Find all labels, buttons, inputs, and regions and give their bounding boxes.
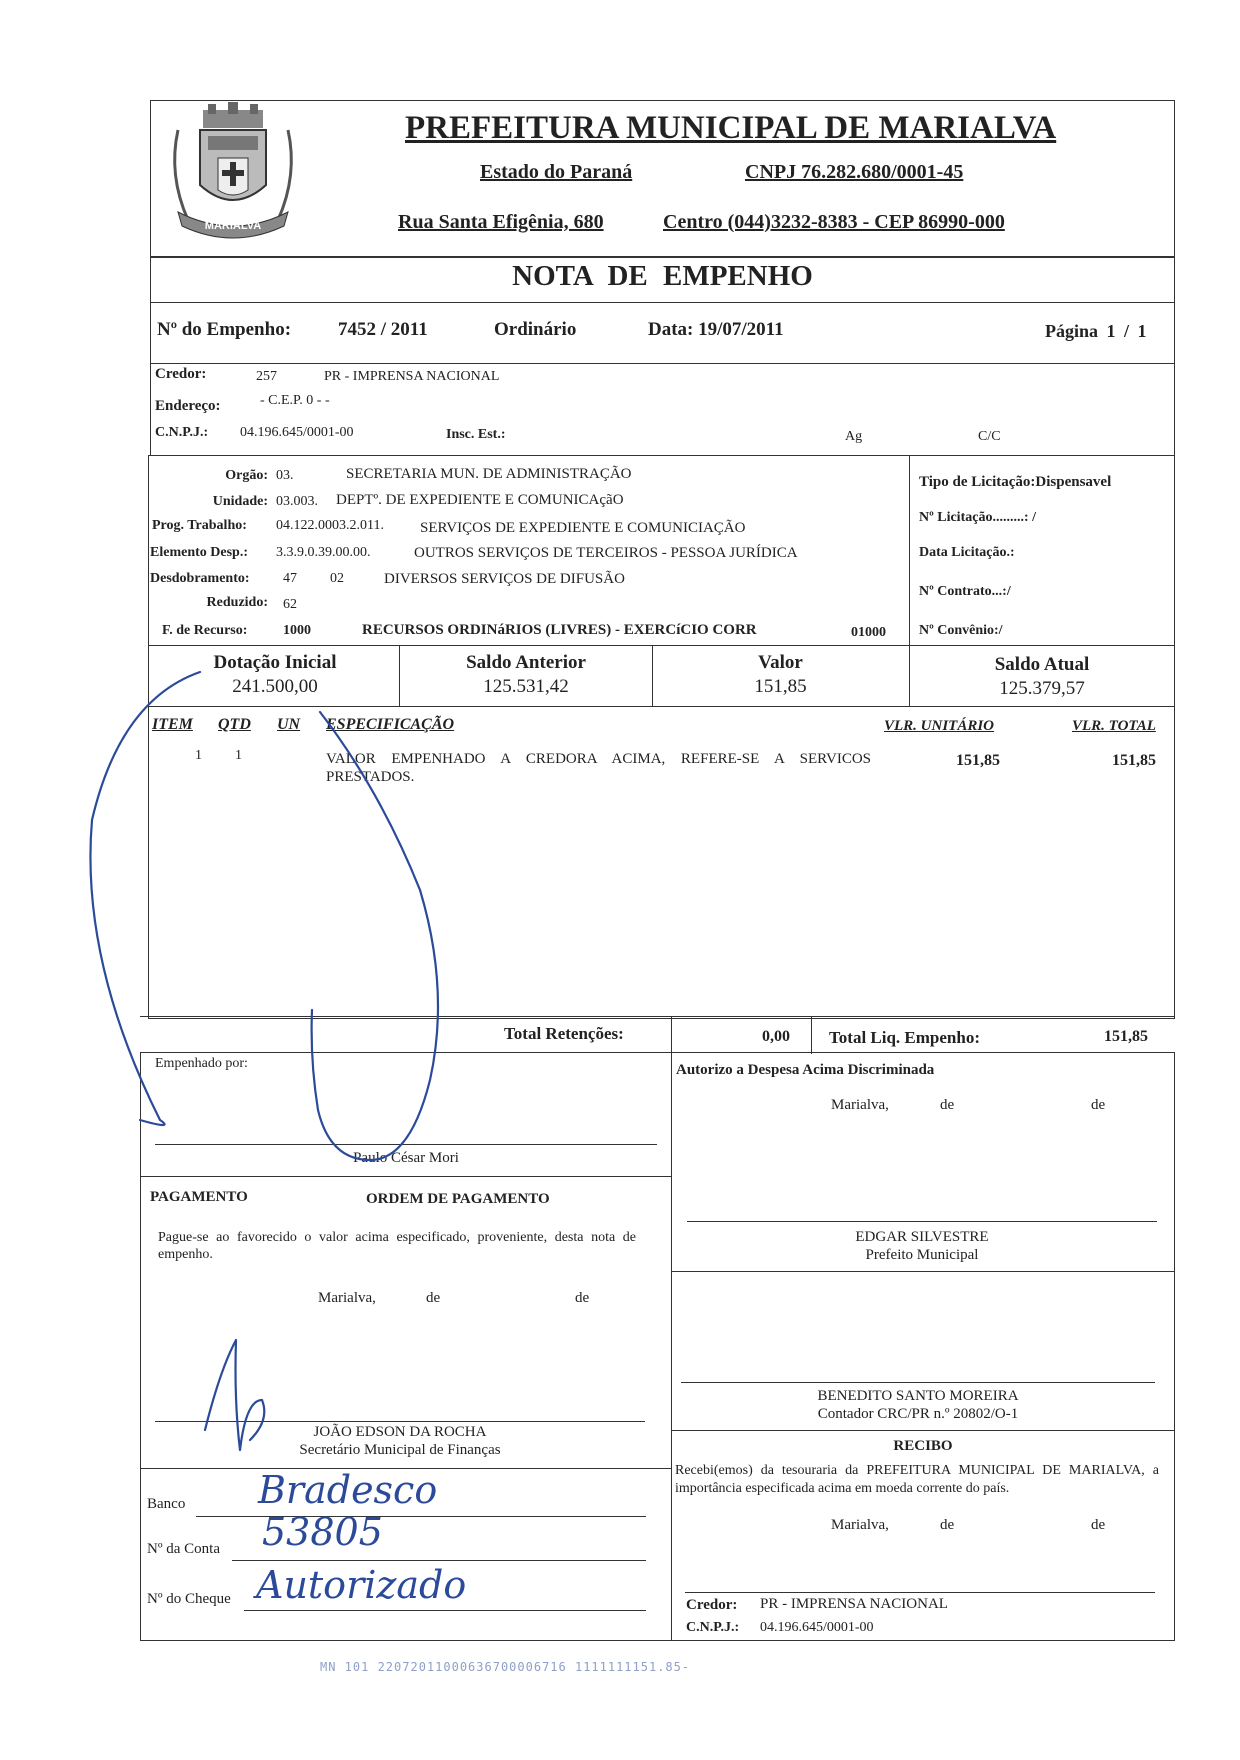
row-item: 1 [195,748,202,763]
ordem-pagamento-label: ORDEM DE PAGAMENTO [366,1191,550,1207]
dotacao-divider [909,455,910,646]
recibo-de2: de [1091,1517,1106,1533]
credor-box [150,363,1175,456]
lower-center-divider [671,1052,672,1641]
pagamento-place: Marialva, [318,1290,376,1306]
contador-name: BENEDITO SANTO MOREIRA [817,1388,1019,1404]
prog-code: 04.122.0003.2.011. [276,518,384,533]
prog-name: SERVIÇOS DE EXPEDIENTE E COMUNICIAÇÃO [420,520,746,536]
col-vunit: VLR. UNITÁRIO [884,718,995,734]
saldo-atual-value: 125.379,57 [999,678,1085,699]
recurso-label: F. de Recurso: [162,623,248,638]
contador-signature-line [681,1382,1155,1383]
row-vunit: 151,85 [956,752,1000,769]
totals-div-2 [811,1016,812,1054]
recibo-text: Recebi(emos) da tesouraria da PREFEITURA MUNICIPAL DE MARIALVA, a importância especificada acima em moeda corrente do país. [675,1463,1159,1496]
conta-label: Nº da Conta [147,1541,220,1557]
totals-div-1 [671,1016,672,1054]
credor-label: Credor: [155,366,207,382]
credor-cnpj-value: 04.196.645/0001-00 [240,425,354,440]
empenhado-signature-line [155,1144,657,1145]
header-district-phone: Centro (044)3232-8383 - CEP 86990-000 [663,211,1005,233]
unidade-label: Unidade: [212,494,268,509]
empenho-type: Ordinário [494,319,577,340]
cheque-line [244,1610,646,1611]
unidade-code: 03.003. [276,494,318,509]
elem-code: 3.3.9.0.39.00.00. [276,545,371,560]
orgao-label: Orgão: [225,468,268,483]
autorizo-bottom-line [671,1271,1175,1272]
header-cnpj: CNPJ 76.282.680/0001-45 [745,161,964,183]
insc-est-label: Insc. Est.: [446,427,506,442]
credor-name: PR - IMPRENSA NACIONAL [324,369,500,384]
total-retencoes-label: Total Retenções: [504,1024,624,1043]
orgao-name: SECRETARIA MUN. DE ADMINISTRAÇÃO [346,466,632,482]
empenhado-label: Empenhado por: [155,1056,248,1071]
credor-cnpj-label: C.N.P.J.: [155,425,209,440]
orgao-code: 03. [276,468,294,483]
recibo-cnpj-value: 04.196.645/0001-00 [760,1620,874,1635]
pagamento-signature-line [155,1421,645,1422]
recibo-signature-line [685,1592,1155,1593]
totals-top-line [140,1016,1175,1017]
autorizo-de2: de [1091,1097,1106,1113]
conta-value: 53805 [262,1510,383,1554]
col-un: UN [277,716,301,733]
cheque-label: Nº do Cheque [147,1591,231,1607]
banco-label: Banco [147,1496,186,1512]
recibo-de1: de [940,1517,955,1533]
pagamento-text: Pague-se ao favorecido o valor acima especificado, proveniente, desta nota de empenho. [158,1230,636,1262]
col-item: ITEM [152,716,193,733]
dotacao-inicial-value: 241.500,00 [232,676,318,697]
pagamento-de2: de [575,1290,590,1306]
prefeito-role: Prefeito Municipal [865,1247,979,1263]
contador-role: Contador CRC/PR n.º 20802/O-1 [817,1406,1019,1422]
pagamento-label: PAGAMENTO [150,1189,248,1205]
elem-label: Elemento Desp.: [150,545,248,560]
licitacao-num: Nº Licitação.........: / [919,510,1036,525]
valor-value: 151,85 [754,676,807,697]
banco-value: Bradesco [258,1468,438,1512]
recibo-label: RECIBO [893,1438,953,1454]
col-qtd: QTD [218,716,251,733]
reduzido-label: Reduzido: [206,595,268,610]
secretario-role: Secretário Municipal de Finanças [299,1442,501,1458]
elem-name: OUTROS SERVIÇOS DE TERCEIROS - PESSOA JURÍDICA [414,545,798,561]
prog-label: Prog. Trabalho: [152,518,247,533]
licitacao-tipo-text: Tipo de Licitação:Dispensavel [919,474,1112,490]
cc-label: C/C [978,429,1001,444]
ag-label: Ag [845,429,863,444]
pagamento-de1: de [426,1290,441,1306]
recurso-code: 1000 [283,623,311,638]
recibo-place: Marialva, [831,1517,889,1533]
state-name: Estado do Paraná [480,161,633,183]
total-retencoes-value: 0,00 [762,1028,790,1045]
saldo-atual-label: Saldo Atual [994,654,1090,675]
licitacao-tipo [919,474,1111,491]
conta-line [232,1560,646,1561]
row-qtd: 1 [235,748,242,763]
prefeito-name: EDGAR SILVESTRE [855,1229,989,1245]
doc-title: NOTA DE EMPENHO [512,260,813,292]
saldo-anterior-label: Saldo Anterior [466,652,586,673]
page-number: Página 1 / 1 [1045,321,1147,341]
autorizo-signature-line [687,1221,1157,1222]
desd-label: Desdobramento: [150,571,250,586]
col-vtotal: VLR. TOTAL [1072,718,1156,734]
row-espec: VALOR EMPENHADO A CREDORA ACIMA, REFERE-SE A SERVICOS PRESTADOS. [326,751,871,785]
autorizo-label: Autorizo a Despesa Acima Discriminada [676,1062,935,1078]
row-vtotal: 151,85 [1112,752,1156,769]
empenhado-name: Paulo César Mori [353,1150,459,1166]
recurso-name: RECURSOS ORDINáRIOS (LIVRES) - EXERCíCIO CORR [362,622,757,638]
desd-name: DIVERSOS SERVIÇOS DE DIFUSÃO [384,571,625,587]
licitacao-convenio: Nº Convênio:/ [919,623,1003,638]
crest-text: MARIALVA [204,220,262,232]
footer-code: MN 101 22072011000636700006716 1111111151.85- [320,1660,691,1674]
desd-code1: 47 [283,571,297,586]
col-espec: ESPECIFICAÇÃO [326,716,455,733]
total-liq-value: 151,85 [1104,1028,1148,1045]
recibo-credor-value: PR - IMPRENSA NACIONAL [760,1596,948,1612]
recibo-cnpj-label: C.N.P.J.: [686,1620,740,1635]
contador-bottom-line [671,1430,1175,1431]
licitacao-contrato: Nº Contrato...:/ [919,584,1011,599]
total-liq-label: Total Liq. Empenho: [829,1028,980,1047]
empenho-date: Data: 19/07/2011 [648,319,784,340]
valor-label: Valor [758,652,803,673]
saldo-anterior-value: 125.531,42 [483,676,569,697]
empenhado-bottom-line [140,1176,671,1177]
recibo-credor-label: Credor: [686,1597,738,1613]
licitacao-data: Data Licitação.: [919,545,1015,560]
endereco-value: - C.E.P. 0 - - [260,393,330,408]
autorizo-de1: de [940,1097,955,1113]
page-title: PREFEITURA MUNICIPAL DE MARIALVA [405,110,1057,146]
dotacao-inicial-label: Dotação Inicial [213,652,337,673]
cheque-value: Autorizado [256,1563,467,1607]
reduzido-code: 62 [283,597,297,612]
recurso-code2: 01000 [851,625,886,640]
secretario-name: JOÃO EDSON DA ROCHA [313,1424,487,1440]
header-address: Rua Santa Efigênia, 680 [398,211,604,233]
desd-code2: 02 [330,571,344,586]
endereco-label: Endereço: [155,398,221,414]
empenho-num-label: Nº do Empenho: [157,319,292,340]
coat-of-arms-icon [158,100,308,250]
unidade-name: DEPTº. DE EXPEDIENTE E COMUNICAçãO [336,492,624,508]
empenho-num-value: 7452 / 2011 [338,319,428,340]
autorizo-place: Marialva, [831,1097,889,1113]
credor-code: 257 [256,369,277,384]
